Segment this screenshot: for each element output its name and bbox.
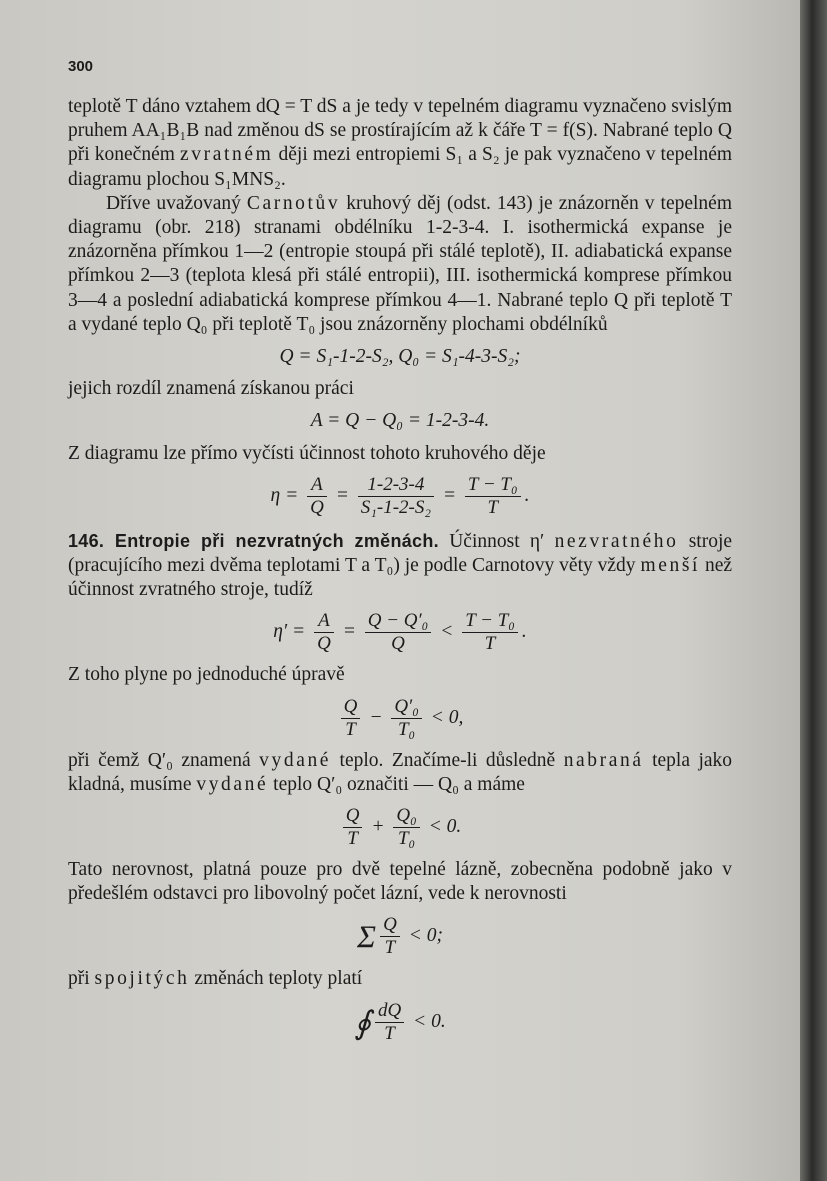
denominator: T xyxy=(487,496,499,518)
eq3-lhs: η = xyxy=(270,484,299,506)
equation-4 xyxy=(68,610,732,655)
denominator: T xyxy=(345,718,356,740)
inequality-end: < 0, xyxy=(430,706,464,728)
p8-text: změnách teploty platí xyxy=(194,968,363,990)
equals-sign: = xyxy=(342,621,356,643)
inequality-end: < 0. xyxy=(428,816,462,838)
paragraph-2-start: Dříve uvažovaný xyxy=(106,192,241,214)
equation-6 xyxy=(68,805,732,850)
denominator: T₀ xyxy=(397,828,416,850)
numerator: 1-2-3-4 xyxy=(358,474,434,497)
paragraph-8 xyxy=(68,967,732,991)
page-number: 300 xyxy=(68,58,94,75)
paragraph-1 xyxy=(68,95,732,192)
numerator: T − T₀ xyxy=(462,610,518,633)
eq4-lhs: η′ = xyxy=(273,621,306,643)
equation-3 xyxy=(68,474,732,519)
numerator: dQ xyxy=(375,1000,404,1023)
minus-sign: − xyxy=(369,706,383,728)
paragraph-5: Z toho plyne po jednoduché úpravě xyxy=(68,664,345,686)
spaced-word: Carnotův xyxy=(246,192,341,214)
paragraph-3: jejich rozdíl znamená získanou práci xyxy=(68,378,354,400)
text-column xyxy=(68,95,732,1053)
denominator: S₁-1-2-S₂ xyxy=(360,496,431,518)
eq3-fraction-1 xyxy=(307,474,327,519)
section-text-3: než účinnost zvratného stroje, tudíž xyxy=(68,555,733,601)
spaced-word: nabraná xyxy=(563,749,644,771)
plus-sign: + xyxy=(371,816,385,838)
section-heading: 146. Entropie při nezvratných změnách. xyxy=(68,530,439,551)
paragraph-1-text: teplotě T dáno vztahem dQ = T dS a je tedy v tepelném diagramu vyznačeno svislým pruhem AA₁B₁B nad změnou dS se prostírajícím až k čáře T = f(S). Nabrané teplo Q při konečném xyxy=(68,96,732,166)
denominator: T xyxy=(384,1022,395,1044)
equation-7 xyxy=(68,914,732,959)
p8-text: při xyxy=(68,968,90,990)
equals-sign: = xyxy=(442,484,457,506)
eq5-fraction-1 xyxy=(341,696,361,741)
paragraph-6 xyxy=(68,749,732,797)
paragraph-4: Z diagramu lze přímo vyčísti účinnost tohoto kruhového děje xyxy=(68,442,546,464)
period: . xyxy=(521,621,527,643)
book-spine-shadow xyxy=(800,0,827,1181)
eq8-fraction xyxy=(375,1000,404,1045)
p6-text: při čemž Q′₀ znamená xyxy=(68,749,251,771)
eq6-fraction-2 xyxy=(393,805,419,850)
spaced-word: nezvratného xyxy=(554,530,679,552)
equation-8 xyxy=(68,1000,732,1045)
eq4-fraction-2 xyxy=(365,610,432,655)
section-146-paragraph xyxy=(68,529,732,603)
denominator: T xyxy=(347,828,358,850)
numerator: A xyxy=(307,474,327,497)
spaced-word: vydané xyxy=(196,773,269,795)
numerator: Q₀ xyxy=(393,805,419,828)
paragraph-7: Tato nerovnost, platná pouze pro dvě tepelné lázně, zobecněna podobně jako v předešlém odstavci pro libovolný počet lázní, vede k nerovnosti xyxy=(68,859,732,905)
numerator: Q − Q′₀ xyxy=(365,610,432,633)
spaced-word: spojitých xyxy=(94,968,190,990)
eq5-fraction-2 xyxy=(391,696,421,741)
equals-sign: = xyxy=(335,484,349,506)
denominator: Q xyxy=(317,633,331,655)
eq7-fraction xyxy=(380,914,400,959)
eq3-fraction-3 xyxy=(465,474,521,519)
period: . xyxy=(524,484,530,506)
denominator: T xyxy=(384,937,396,959)
eq3-fraction-2 xyxy=(358,474,434,519)
less-than-sign: < xyxy=(440,621,454,643)
p6-text: teplo. Značíme-li důsledně xyxy=(339,749,556,771)
spaced-word: zvratném xyxy=(180,144,274,166)
eq6-fraction-1 xyxy=(343,805,363,850)
p6-text: tepla jako kladná, musíme xyxy=(68,749,733,795)
paragraph-1-end: ději mezi entropiemi S₁ a S₂ je pak vyznačeno v tepelném diagramu plochou S₁MNS₂. xyxy=(68,144,733,190)
numerator: A xyxy=(314,610,334,633)
paragraph-2 xyxy=(68,192,732,337)
denominator: Q xyxy=(391,633,405,655)
eq4-fraction-3 xyxy=(462,610,518,655)
paragraph-2-end: kruhový děj (odst. 143) je znázorněn v tepelném diagramu (obr. 218) stranami obdélníku 1-2-3-4. I. isothermická expanse je znázorněna přímkou 1—2 (entropie stoupá při stálé teplotě), II. adiabatická expanse přímkou 2—3 (teplota klesá při stálé entropii), III. isothermická komprese přímkou 3—4 a poslední adiabatická komprese přímkou 4—1. Nabrané teplo Q při teplotě T a vydané teplo Q₀ při teplotě T₀ jsou znázorněny plochami obdélníků xyxy=(68,192,733,335)
p6-text: teplo Q′₀ označiti — Q₀ a máme xyxy=(273,773,525,795)
equation-5 xyxy=(68,696,732,741)
denominator: T₀ xyxy=(397,718,416,740)
equation-1: Q = S₁-1-2-S₂, Q₀ = S₁-4-3-S₂; xyxy=(279,346,521,368)
section-text-1: Účinnost η′ xyxy=(449,530,545,552)
spaced-word: vydané xyxy=(259,749,332,771)
denominator: Q xyxy=(310,496,324,518)
section-text-2: stroje (pracujícího mezi dvěma teplotami T a T₀) je podle Carnotovy věty vždy xyxy=(68,530,733,577)
sum-symbol: Σ xyxy=(357,918,377,955)
inequality-end: < 0; xyxy=(408,925,443,947)
numerator: Q xyxy=(380,914,400,937)
denominator: T xyxy=(484,633,496,655)
eq4-fraction-1 xyxy=(314,610,334,655)
numerator: T − T₀ xyxy=(465,474,521,497)
spaced-word: menší xyxy=(640,555,701,577)
numerator: Q xyxy=(343,805,363,828)
numerator: Q′₀ xyxy=(391,696,421,719)
equation-2: A = Q − Q₀ = 1-2-3-4. xyxy=(310,410,490,432)
contour-integral-symbol: ∮ xyxy=(354,1004,371,1041)
numerator: Q xyxy=(341,696,361,719)
inequality-end: < 0. xyxy=(413,1010,446,1032)
